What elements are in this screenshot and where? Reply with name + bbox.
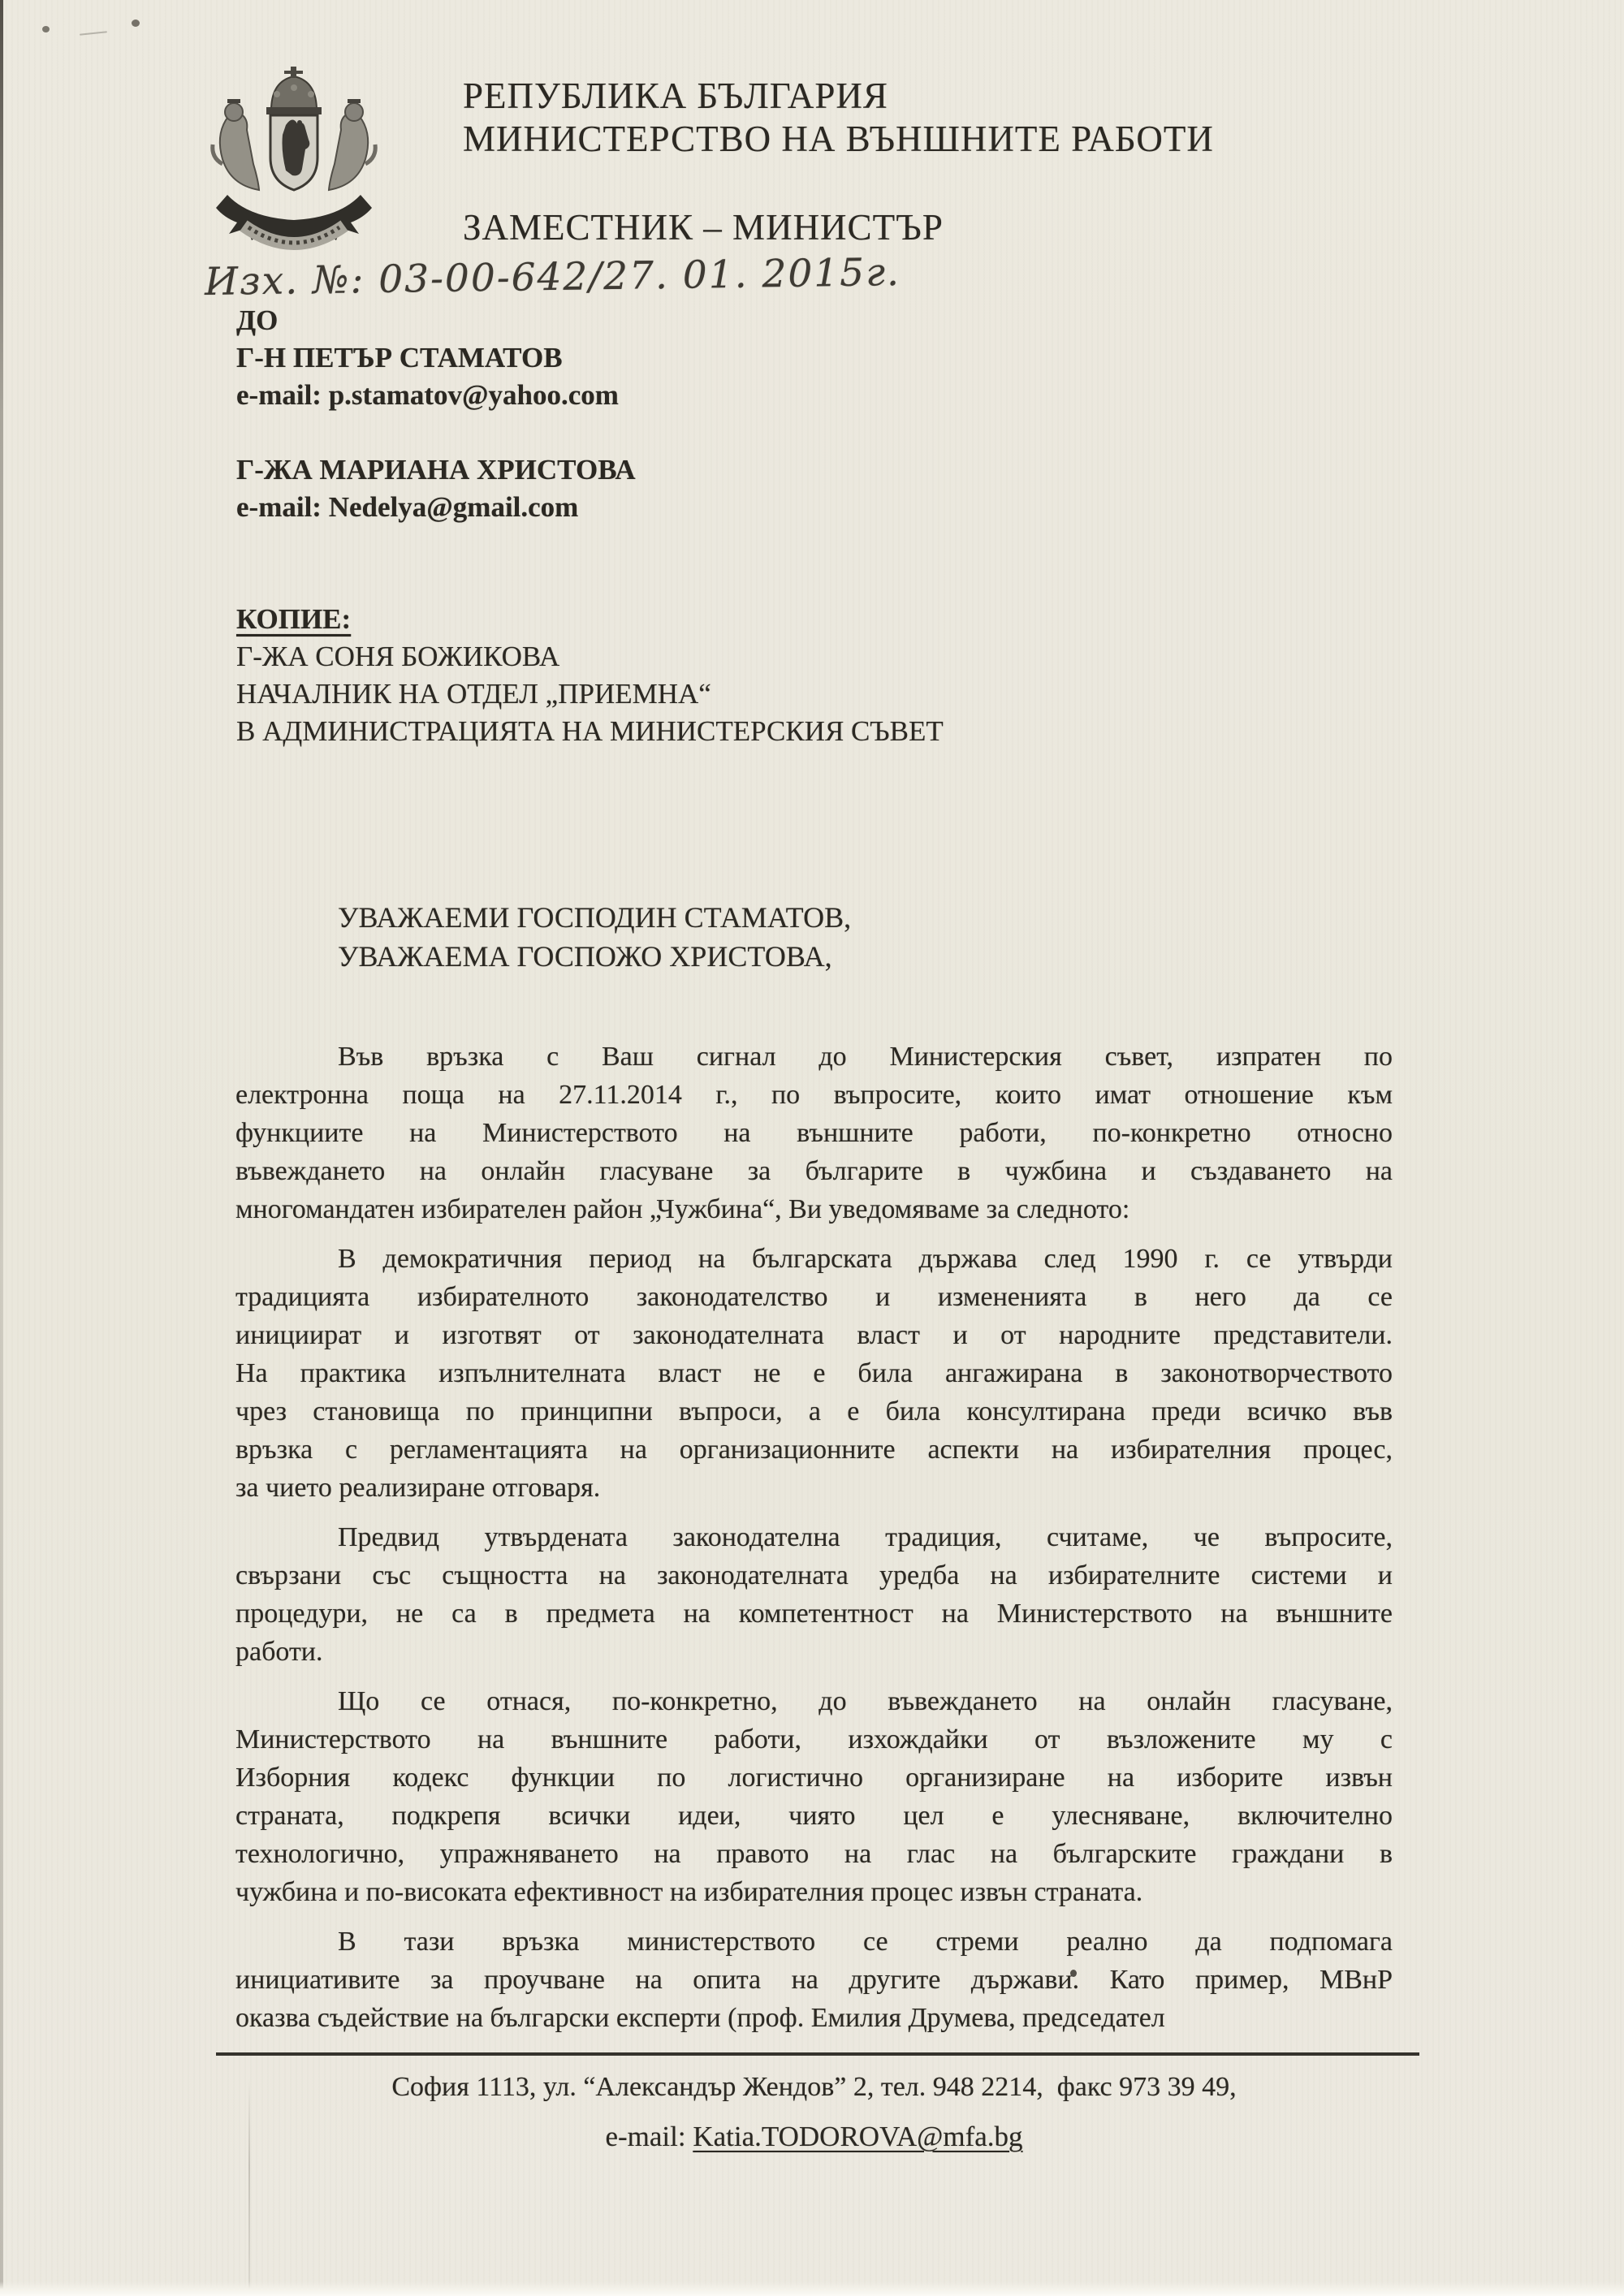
body-paragraph: [235, 1518, 1393, 1671]
to-label: ДО: [236, 304, 279, 336]
recipient-name: Г-ЖА МАРИАНА ХРИСТОВА: [236, 454, 636, 486]
salutation: [338, 898, 851, 976]
body-line: въвеждането на онлайн гласуване за българите в чужбина и създаването на: [235, 1156, 1393, 1186]
recipient-email: e-mail: Nedelya@gmail.com: [236, 491, 579, 523]
copy-block: [236, 601, 944, 750]
scan-edge-shadow: [0, 0, 3, 2296]
body-line: електронна поща на 27.11.2014 г., по въпросите, които имат отношение към: [235, 1080, 1393, 1110]
body-line: инициативите за проучване на опита на другите държави. Като пример, МВнР: [235, 1965, 1393, 1995]
body-line: функциите на Министерството на външните работи, по-конкретно относно: [235, 1118, 1393, 1148]
body-paragraph: [235, 1240, 1393, 1507]
body-line: работи.: [235, 1637, 323, 1667]
copy-recipient-name: Г-ЖА СОНЯ БОЖИКОВА: [236, 641, 560, 672]
salutation-line: УВАЖАЕМА ГОСПОЖО ХРИСТОВА,: [338, 940, 832, 973]
body-line: Във връзка с Ваш сигнал до Министерския съвет, изпратен по: [338, 1042, 1393, 1072]
body-line: чужбина и по-високата ефективност на избирателния процес извън страната.: [235, 1877, 1143, 1907]
copy-recipient-org: В АДМИНИСТРАЦИЯТА НА МИНИСТЕРСКИЯ СЪВЕТ: [236, 715, 944, 747]
letterhead: [463, 75, 1214, 249]
scan-ink-speck: [132, 19, 140, 27]
copy-label: КОПИЕ:: [236, 603, 352, 635]
body-paragraph: [235, 1038, 1393, 1228]
body-line: чрез становища по принципни въпроси, а е била консултирана преди всичко във: [235, 1396, 1393, 1426]
body-paragraph: [235, 1682, 1393, 1911]
footer-address: София 1113, ул. “Александър Жендов” 2, тел. 948 2214, факс 973 39 49,: [391, 2072, 1237, 2102]
body-line: процедури, не са в предмета на компетентност на Министерството на външните: [235, 1599, 1393, 1629]
body-line: свързани със същността на законодателната уредба на избирателните системи и: [235, 1560, 1393, 1590]
body-line: На практика изпълнителната власт не е била ангажирана в законотворчеството: [235, 1358, 1393, 1388]
scan-ink-speck: [80, 31, 107, 36]
body-line: В демократичния период на българската държава след 1990 г. се утвърди: [338, 1244, 1393, 1274]
scan-ink-speck: [42, 26, 50, 32]
salutation-line: УВАЖАЕМИ ГОСПОДИН СТАМАТОВ,: [338, 901, 852, 934]
paper-crease: [248, 2078, 250, 2296]
recipient-block-primary: [236, 302, 619, 414]
body-paragraph: [235, 1923, 1393, 2037]
bulgarian-coat-of-arms-icon: [180, 67, 408, 270]
recipient-email: e-mail: p.stamatov@yahoo.com: [236, 379, 619, 411]
body-line: връзка с регламентацията на организационните аспекти на избирателния процес,: [235, 1435, 1393, 1465]
body-line: многомандатен избирателен район „Чужбина“, Ви уведомяваме за следното:: [235, 1194, 1130, 1224]
letterhead-ministry: МИНИСТЕРСТВО НА ВЪНШНИТЕ РАБОТИ: [463, 119, 1214, 159]
body-line: традицията избирателното законодателство и измененията в него да се: [235, 1282, 1393, 1312]
body-line: технологично, упражняването на правото на глас на българските граждани в: [235, 1839, 1393, 1869]
recipient-name: Г-Н ПЕТЪР СТАМАТОВ: [236, 342, 563, 373]
footer-divider: [216, 2052, 1419, 2056]
body-line: Министерството на външните работи, изхождайки от възложените му с: [235, 1724, 1393, 1754]
body-line: В тази връзка министерството се стреми реално да подпомага: [338, 1927, 1393, 1957]
body-line: Що се отнася, по-конкретно, до въвеждането на онлайн гласуване,: [338, 1686, 1393, 1716]
body-line: оказва съдействие на български експерти (проф. Емилия Друмева, председател: [235, 2003, 1165, 2033]
footer-email-line: [235, 2121, 1393, 2153]
body-line: страната, подкрепя всички идеи, чиято цел е улесняване, включително: [235, 1801, 1393, 1831]
copy-recipient-title: НАЧАЛНИК НА ОТДЕЛ „ПРИЕМНА“: [236, 678, 711, 710]
body-line: Предвид утвърдената законодателна традиция, считаме, че въпросите,: [338, 1522, 1393, 1552]
footer-email-label: e-mail:: [605, 2121, 693, 2152]
scan-bottom-edge: [0, 2281, 1624, 2296]
footer-email-address: Katia.TODOROVA@mfa.bg: [693, 2121, 1023, 2152]
body-line: Изборния кодекс функции по логистично организиране на изборите извън: [235, 1763, 1393, 1793]
letterhead-country: РЕПУБЛИКА БЪЛГАРИЯ: [463, 76, 888, 116]
recipient-block-secondary: [236, 451, 636, 526]
letter-body: [235, 1038, 1393, 2048]
body-line: за чието реализиране отговаря.: [235, 1473, 601, 1503]
handwritten-reference-number: Изх. №: 03-00-642/27. 01. 2015г.: [204, 250, 901, 304]
letterhead-office: ЗАМЕСТНИК – МИНИСТЪР: [463, 207, 944, 248]
body-line: инициират и изготвят от законодателната власт и от народните представители.: [235, 1320, 1393, 1350]
